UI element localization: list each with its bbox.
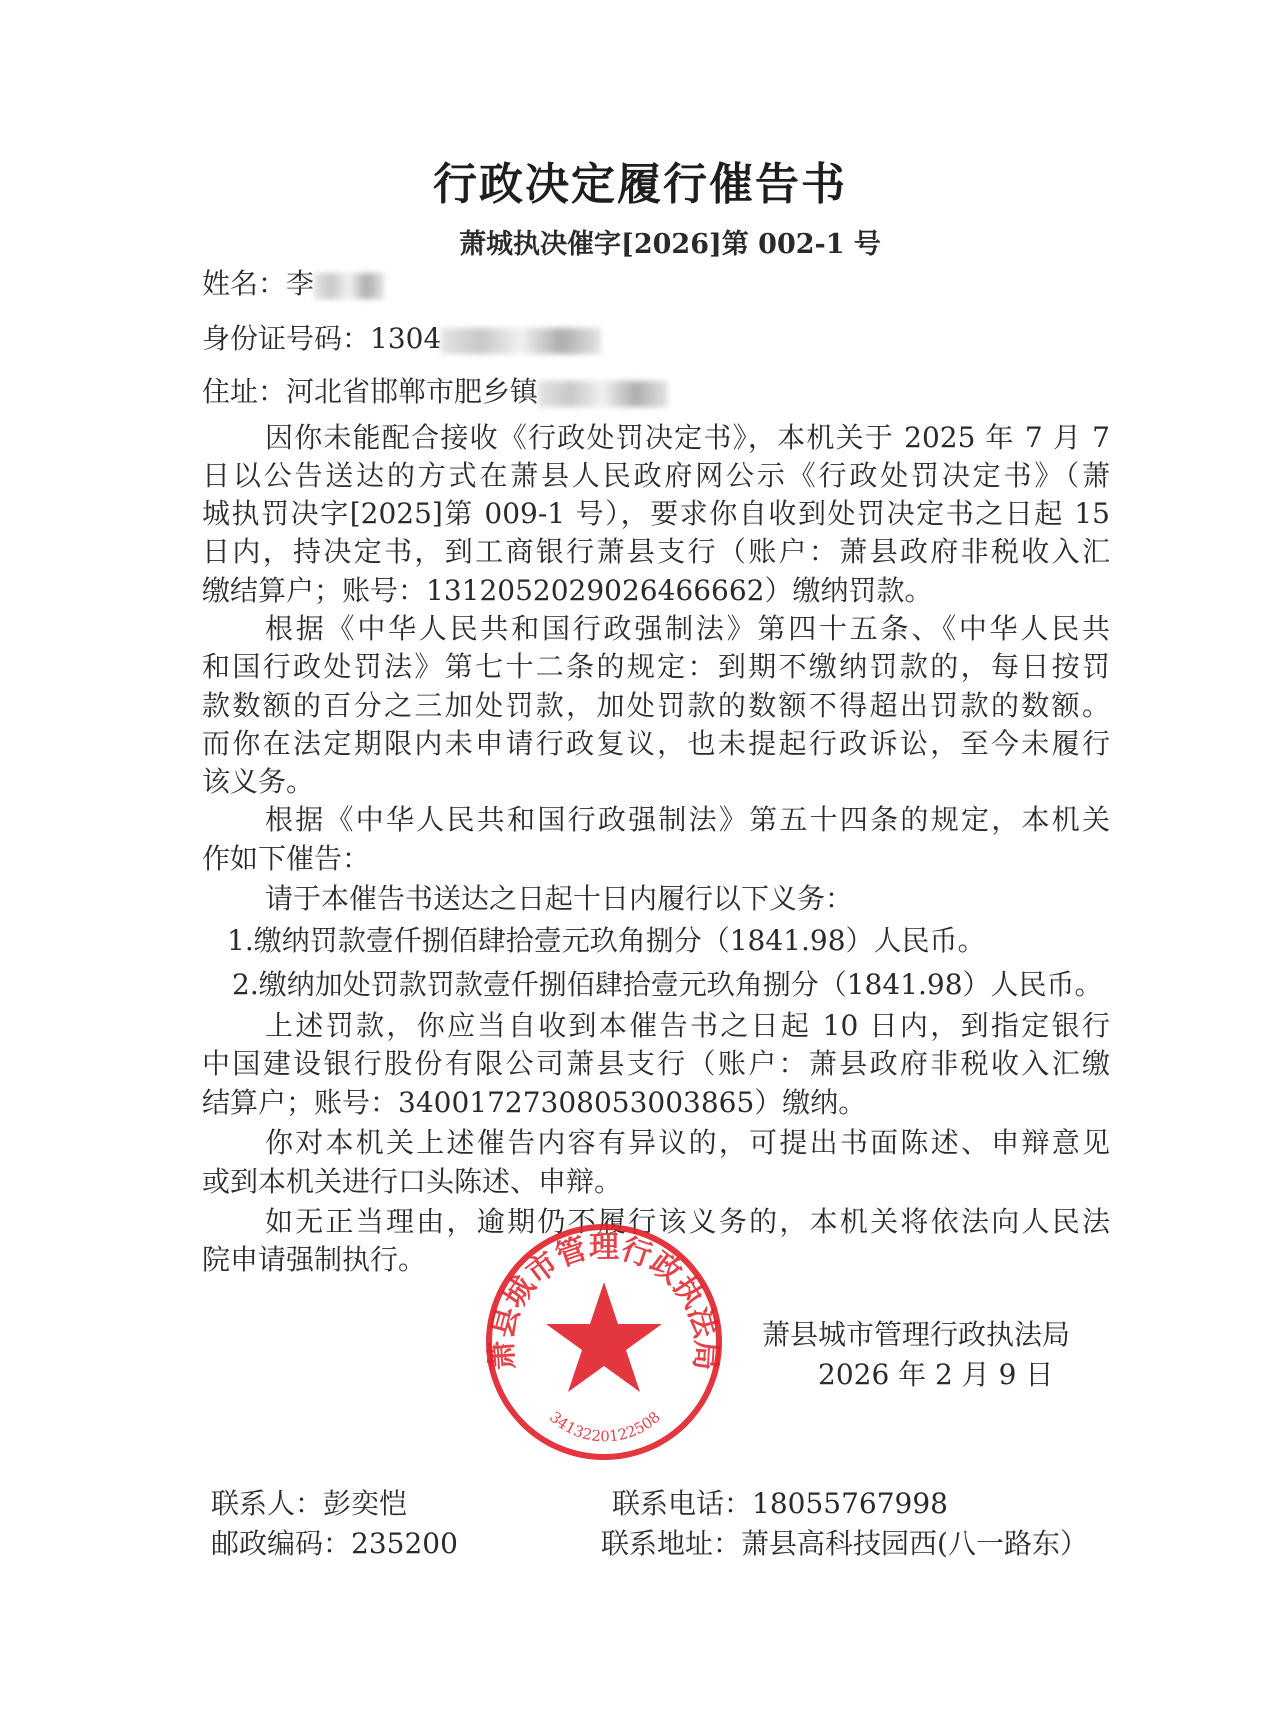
paragraph-line: 如无正当理由，逾期仍不履行该义务的，本机关将依法向人民法 — [265, 1205, 1110, 1238]
document-title: 行政决定履行催告书 — [433, 159, 847, 210]
name-value: 李 — [286, 267, 315, 300]
paragraph-line: 和国行政处罚法》第七十二条的规定：到期不缴纳罚款的，每日按罚 — [202, 650, 1110, 683]
star-icon — [546, 1282, 662, 1392]
paragraph-line: 你对本机关上述催告内容有异议的，可提出书面陈述、申辩意见 — [265, 1126, 1110, 1159]
document-number: 萧城执决催字[2026]第 002-1 号 — [459, 229, 881, 260]
address-field — [202, 373, 668, 411]
name-label: 姓名： — [202, 267, 287, 300]
svg-text:3413220122508 — [546, 1408, 664, 1445]
contact-address — [601, 1525, 1088, 1563]
postcode-label: 邮政编码： — [211, 1527, 352, 1560]
contact-person-label: 联系人： — [211, 1487, 324, 1520]
paragraph-line: 上述罚款，你应当自收到本催告书之日起 10 日内，到指定银行 — [265, 1009, 1110, 1042]
paragraph-line: 该义务。 — [202, 765, 315, 798]
paragraph-line: 院申请强制执行。 — [202, 1243, 427, 1276]
paragraph-line: 日以公告送达的方式在萧县人民政府网公示《行政处罚决定书》（萧 — [202, 459, 1110, 492]
redacted-name — [314, 273, 384, 299]
paragraph-line: 中国建设银行股份有限公司萧县支行（账户：萧县政府非税收入汇缴 — [202, 1047, 1110, 1080]
contact-phone — [612, 1485, 948, 1523]
seal-text: 萧县城市管理行政执法局 — [484, 1229, 724, 1372]
address-label: 住址： — [202, 375, 287, 408]
contact-person — [211, 1485, 407, 1523]
contact-person-value: 彭奕恺 — [323, 1487, 408, 1520]
paragraph-line: 根据《中华人民共和国行政强制法》第四十五条、《中华人民共 — [265, 612, 1110, 645]
paragraph-line: 城执罚决字[2025]第 009-1 号），要求你自收到处罚决定书之日起 15 — [202, 497, 1110, 530]
paragraph-line: 作如下催告： — [202, 842, 371, 875]
redacted-address — [538, 381, 668, 407]
paragraph-line: 日内，持决定书，到工商银行萧县支行（账户：萧县政府非税收入汇 — [202, 535, 1110, 568]
issue-date: 2026 年 2 月 9 日 — [818, 1358, 1054, 1391]
paragraph-line: 而你在法定期限内未申请行政复议，也未提起行政诉讼，至今未履行 — [202, 727, 1110, 760]
paragraph-line: 或到本机关进行口头陈述、申辩。 — [202, 1165, 623, 1198]
paragraph-line: 2.缴纳加处罚款罚款壹仟捌佰肆拾壹元玖角捌分（1841.98）人民币。 — [232, 968, 1103, 1001]
id-label: 身份证号码： — [202, 322, 371, 355]
official-seal — [480, 1218, 728, 1466]
paragraph-line: 缴结算户；账号：1312052029026466662）缴纳罚款。 — [202, 574, 933, 607]
contact-address-value: 萧县高科技园西(八一路东） — [741, 1527, 1088, 1560]
postcode — [211, 1525, 458, 1563]
id-value: 1304 — [370, 322, 442, 355]
paragraph-line: 请于本催告书送达之日起十日内履行以下义务： — [265, 882, 854, 915]
contact-phone-label: 联系电话： — [612, 1487, 753, 1520]
issuer-name: 萧县城市管理行政执法局 — [762, 1318, 1071, 1351]
postcode-value: 235200 — [351, 1527, 458, 1560]
redacted-id — [441, 328, 601, 354]
id-number-field — [202, 320, 601, 358]
seal-code: 3413220122508 — [546, 1407, 664, 1446]
paragraph-line: 因你未能配合接收《行政处罚决定书》，本机关于 2025 年 7 月 7 — [265, 421, 1110, 454]
paragraph-line: 结算户；账号：34001727308053003865）缴纳。 — [202, 1086, 867, 1119]
address-value: 河北省邯郸市肥乡镇 — [286, 375, 539, 408]
paragraph-line: 1.缴纳罚款壹仟捌佰肆拾壹元玖角捌分（1841.98）人民币。 — [227, 924, 986, 957]
contact-address-label: 联系地址： — [601, 1527, 742, 1560]
contact-phone-value: 18055767998 — [752, 1487, 948, 1520]
paragraph-line: 款数额的百分之三加处罚款，加处罚款的数额不得超出罚款的数额。 — [202, 689, 1110, 722]
name-field — [202, 265, 384, 303]
paragraph-line: 根据《中华人民共和国行政强制法》第五十四条的规定，本机关 — [265, 803, 1110, 836]
